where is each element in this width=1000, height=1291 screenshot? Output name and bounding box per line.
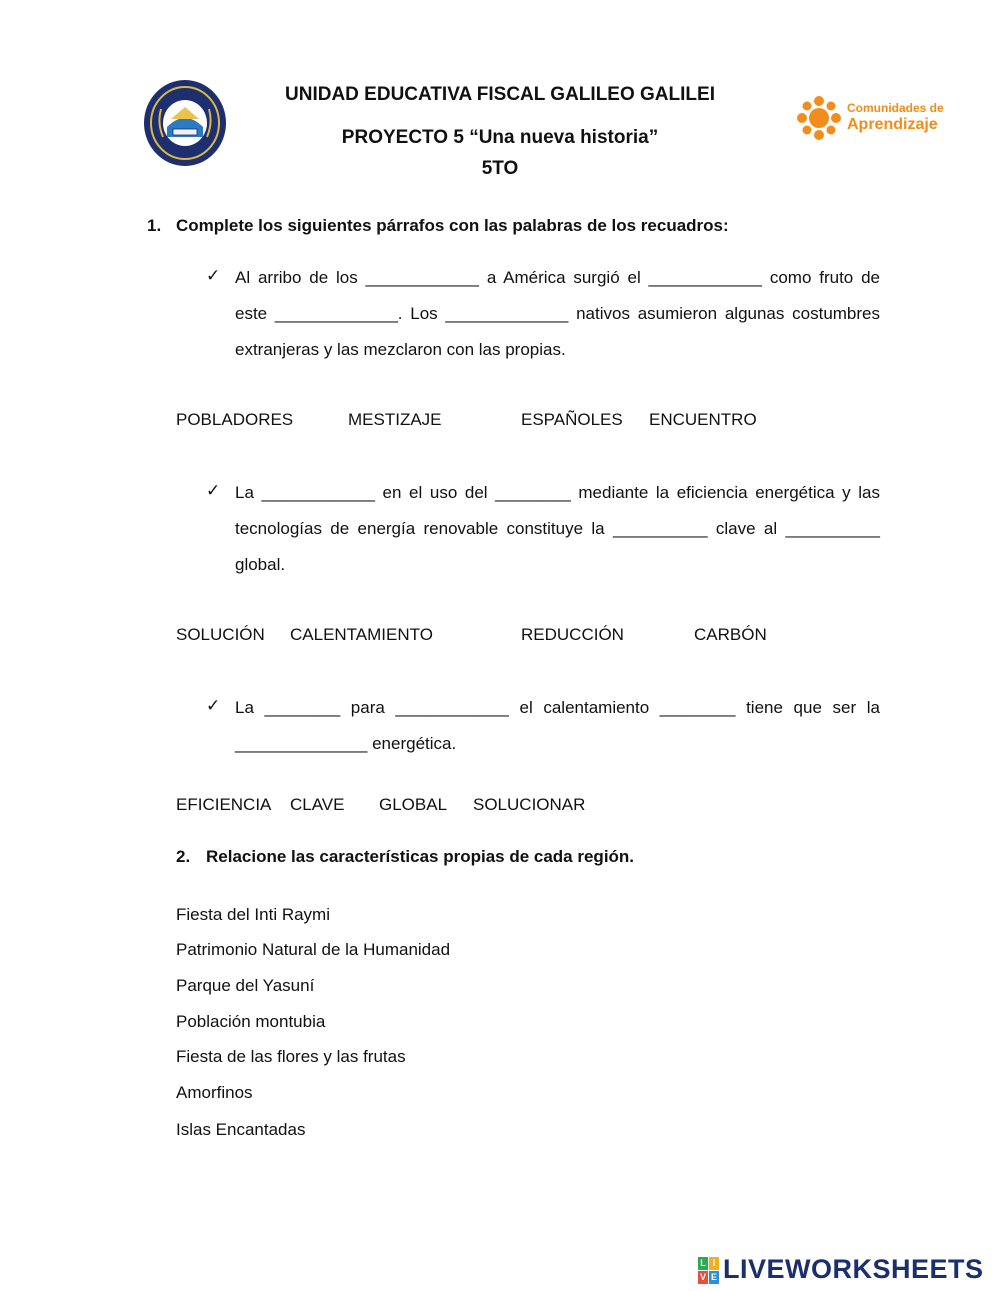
word-option: POBLADORES bbox=[176, 410, 294, 429]
exercise-3-paragraph bbox=[235, 690, 880, 762]
exercise-line: este _____________. Los _____________ nativos asumieron algunas costumbres bbox=[235, 304, 880, 323]
partner-line1: Comunidades de bbox=[847, 101, 944, 115]
region-item: Amorfinos bbox=[176, 1083, 253, 1102]
check-icon: ✓ bbox=[206, 266, 221, 285]
project-title: PROYECTO 5 “Una nueva historia” bbox=[341, 127, 659, 148]
liveworksheets-brand: LIVEWORKSHEETS bbox=[723, 1254, 984, 1284]
school-name: UNIDAD EDUCATIVA FISCAL GALILEO GALILEI bbox=[285, 84, 715, 105]
partner-line2: Aprendizaje bbox=[847, 116, 938, 133]
word-option: ESPAÑOLES bbox=[521, 410, 623, 429]
word-option: CALENTAMIENTO bbox=[290, 625, 433, 644]
region-item: Fiesta de las flores y las frutas bbox=[176, 1047, 406, 1066]
badge-letter: I bbox=[709, 1257, 719, 1270]
section1-number: 1. bbox=[147, 216, 162, 235]
word-option: EFICIENCIA bbox=[176, 795, 272, 814]
exercise-line: Al arribo de los ____________ a América surgió el ____________ como fruto de bbox=[235, 268, 880, 287]
section1-instruction: Complete los siguientes párrafos con las palabras de los recuadros: bbox=[176, 216, 729, 235]
exercise-line: ______________ energética. bbox=[235, 734, 457, 753]
word-option: GLOBAL bbox=[379, 795, 448, 814]
region-item: Islas Encantadas bbox=[176, 1120, 306, 1139]
check-icon: ✓ bbox=[206, 481, 221, 500]
region-item: Población montubia bbox=[176, 1012, 326, 1031]
word-option: SOLUCIÓN bbox=[176, 625, 265, 644]
exercise-line: La ________ para ____________ el calentamiento ________ tiene que ser la bbox=[235, 698, 880, 717]
exercise-line: extranjeras y las mezclaron con las propias. bbox=[235, 340, 566, 359]
sunburst-icon bbox=[796, 95, 842, 141]
word-option: SOLUCIONAR bbox=[473, 795, 586, 814]
word-option: CLAVE bbox=[290, 795, 345, 814]
word-option: CARBÓN bbox=[694, 625, 767, 644]
badge-letter: E bbox=[710, 1272, 717, 1282]
section2-instruction: Relacione las características propias de cada región. bbox=[206, 847, 635, 866]
partner-logo bbox=[796, 95, 946, 143]
region-item: Fiesta del Inti Raymi bbox=[176, 905, 330, 924]
word-option: REDUCCIÓN bbox=[521, 625, 624, 644]
section2-number: 2. bbox=[176, 847, 191, 866]
liveworksheets-badge-icon bbox=[698, 1257, 720, 1285]
grade-label: 5TO bbox=[481, 158, 519, 179]
word-option: ENCUENTRO bbox=[649, 410, 757, 429]
exercise-line: tecnologías de energía renovable constituye la __________ clave al __________ bbox=[235, 519, 880, 538]
check-icon: ✓ bbox=[206, 696, 221, 715]
word-option: MESTIZAJE bbox=[348, 410, 442, 429]
exercise-line: La ____________ en el uso del ________ mediante la eficiencia energética y las bbox=[235, 483, 880, 502]
exercise-line: global. bbox=[235, 555, 286, 574]
region-item: Patrimonio Natural de la Humanidad bbox=[176, 940, 451, 959]
exercise-2-paragraph bbox=[235, 475, 880, 583]
badge-letter: V bbox=[699, 1272, 706, 1282]
badge-letter: L bbox=[698, 1257, 708, 1270]
exercise-1-paragraph bbox=[235, 260, 880, 368]
region-item: Parque del Yasuní bbox=[176, 976, 315, 995]
